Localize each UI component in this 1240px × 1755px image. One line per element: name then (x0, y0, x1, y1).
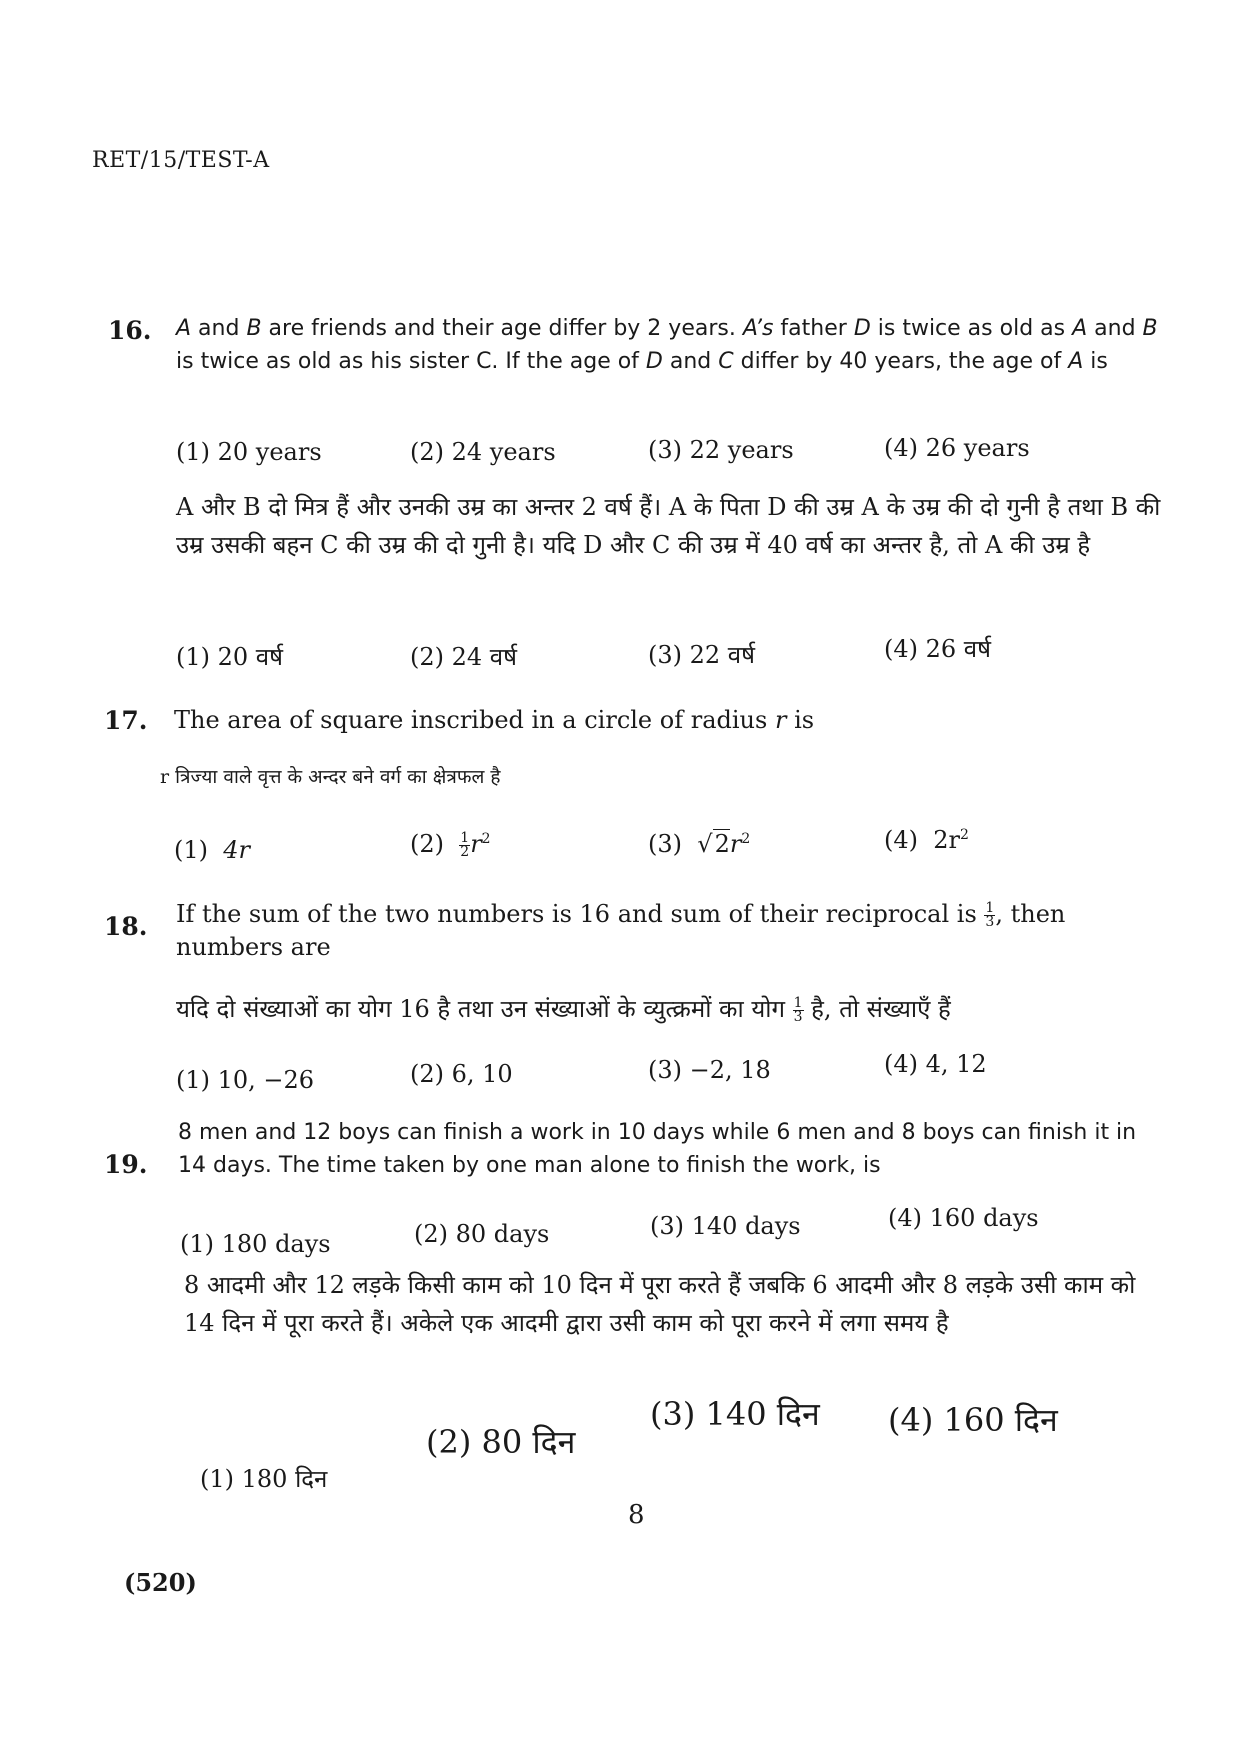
question-18-number: 18. (104, 912, 148, 941)
q18-option-1: (1) 10, −26 (176, 1066, 315, 1094)
q19-option-3-en: (3) 140 days (650, 1212, 801, 1240)
question-16-text-hi: A और B दो मित्र हैं और उनकी उम्र का अन्तर 2 वर्ष हैं। A के पिता D की उम्र A के उम्र की दो गुनी है तथा B की उम्र उसकी बहन C की उम्र की दो गुनी है। यदि D और C की उम्र में 40 वर्ष का अन्तर है, तो A की उम्र है (176, 493, 1161, 559)
q17-option-2: (2) $\frac{1}{2}$ $r^2$ (410, 830, 491, 860)
q19-option-3-hi: (3) 140 दिन (650, 1395, 820, 1433)
q16-option-4-en: (4) 26 years (884, 434, 1030, 462)
q18-option-3: (3) −2, 18 (648, 1056, 771, 1084)
q18-option-2: (2) 6, 10 (410, 1060, 513, 1088)
q16-option-3-en: (3) 22 years (648, 436, 794, 464)
q18-option-4: (4) 4, 12 (884, 1050, 987, 1078)
paper-code: RET/15/TEST-A (92, 148, 270, 173)
q19-option-2-hi: (2) 80 दिन (426, 1423, 576, 1461)
q19-option-1-hi: (1) 180 दिन (200, 1465, 328, 1493)
question-18-text-en: If the sum of the two numbers is 16 and sum of their reciprocal is $\frac{1}{3}$ , then numbers are (176, 900, 1066, 961)
q16-option-3-hi: (3) 22 वर्ष (648, 641, 756, 669)
q17-option-1: (1) 4r (174, 836, 251, 864)
q19-option-4-hi: (4) 160 दिन (888, 1401, 1058, 1439)
question-17-number: 17. (104, 706, 148, 735)
question-17-text-en: The area of square inscribed in a circle of radius r is (174, 706, 815, 734)
q16-option-2-en: (2) 24 years (410, 438, 556, 466)
q16-option-2-hi: (2) 24 वर्ष (410, 643, 518, 671)
q16-option-4-hi: (4) 26 वर्ष (884, 635, 992, 663)
question-16-text-en: A and B are friends and their age differ by 2 years. A’s father D is twice as old as A and B is twice as old as his sister C. If the age of D and C differ by 40 years, the age of A is (176, 316, 1158, 374)
question-18-text-hi: यदि दो संख्याओं का योग 16 है तथा उन संख्याओं के व्युत्क्रमों का योग $\frac{1}{3}$ है, तो संख्याएँ हैं (176, 995, 951, 1025)
q16-option-1-en: (1) 20 years (176, 438, 322, 466)
q17-option-4: (4) $2r^2$ (884, 826, 969, 854)
question-19-text-en: 8 men and 12 boys can finish a work in 10 days while 6 men and 8 boys can finish it in 14 days. The time taken by one man alone to finish the work, is (178, 1120, 1137, 1178)
q19-option-1-en: (1) 180 days (180, 1230, 331, 1258)
q17-option-3: (3) $√2r^2$ (648, 830, 751, 858)
page-number: 8 (628, 1500, 645, 1530)
footer-code: (520) (124, 1568, 197, 1597)
q19-option-2-en: (2) 80 days (414, 1220, 550, 1248)
q19-option-4-en: (4) 160 days (888, 1204, 1039, 1232)
question-19-number: 19. (104, 1150, 148, 1179)
q16-option-1-hi: (1) 20 वर्ष (176, 643, 284, 671)
question-17-text-hi: r त्रिज्या वाले वृत्त के अन्दर बने वर्ग का क्षेत्रफल है (160, 766, 501, 788)
question-19-text-hi: 8 आदमी और 12 लड़के किसी काम को 10 दिन में पूरा करते हैं जबकि 6 आदमी और 8 लड़के उसी काम को 14 दिन में पूरा करते हैं। अकेले एक आदमी द्वारा उसी काम को पूरा करने में लगा समय है (184, 1271, 1136, 1337)
question-16-number: 16. (108, 316, 152, 345)
